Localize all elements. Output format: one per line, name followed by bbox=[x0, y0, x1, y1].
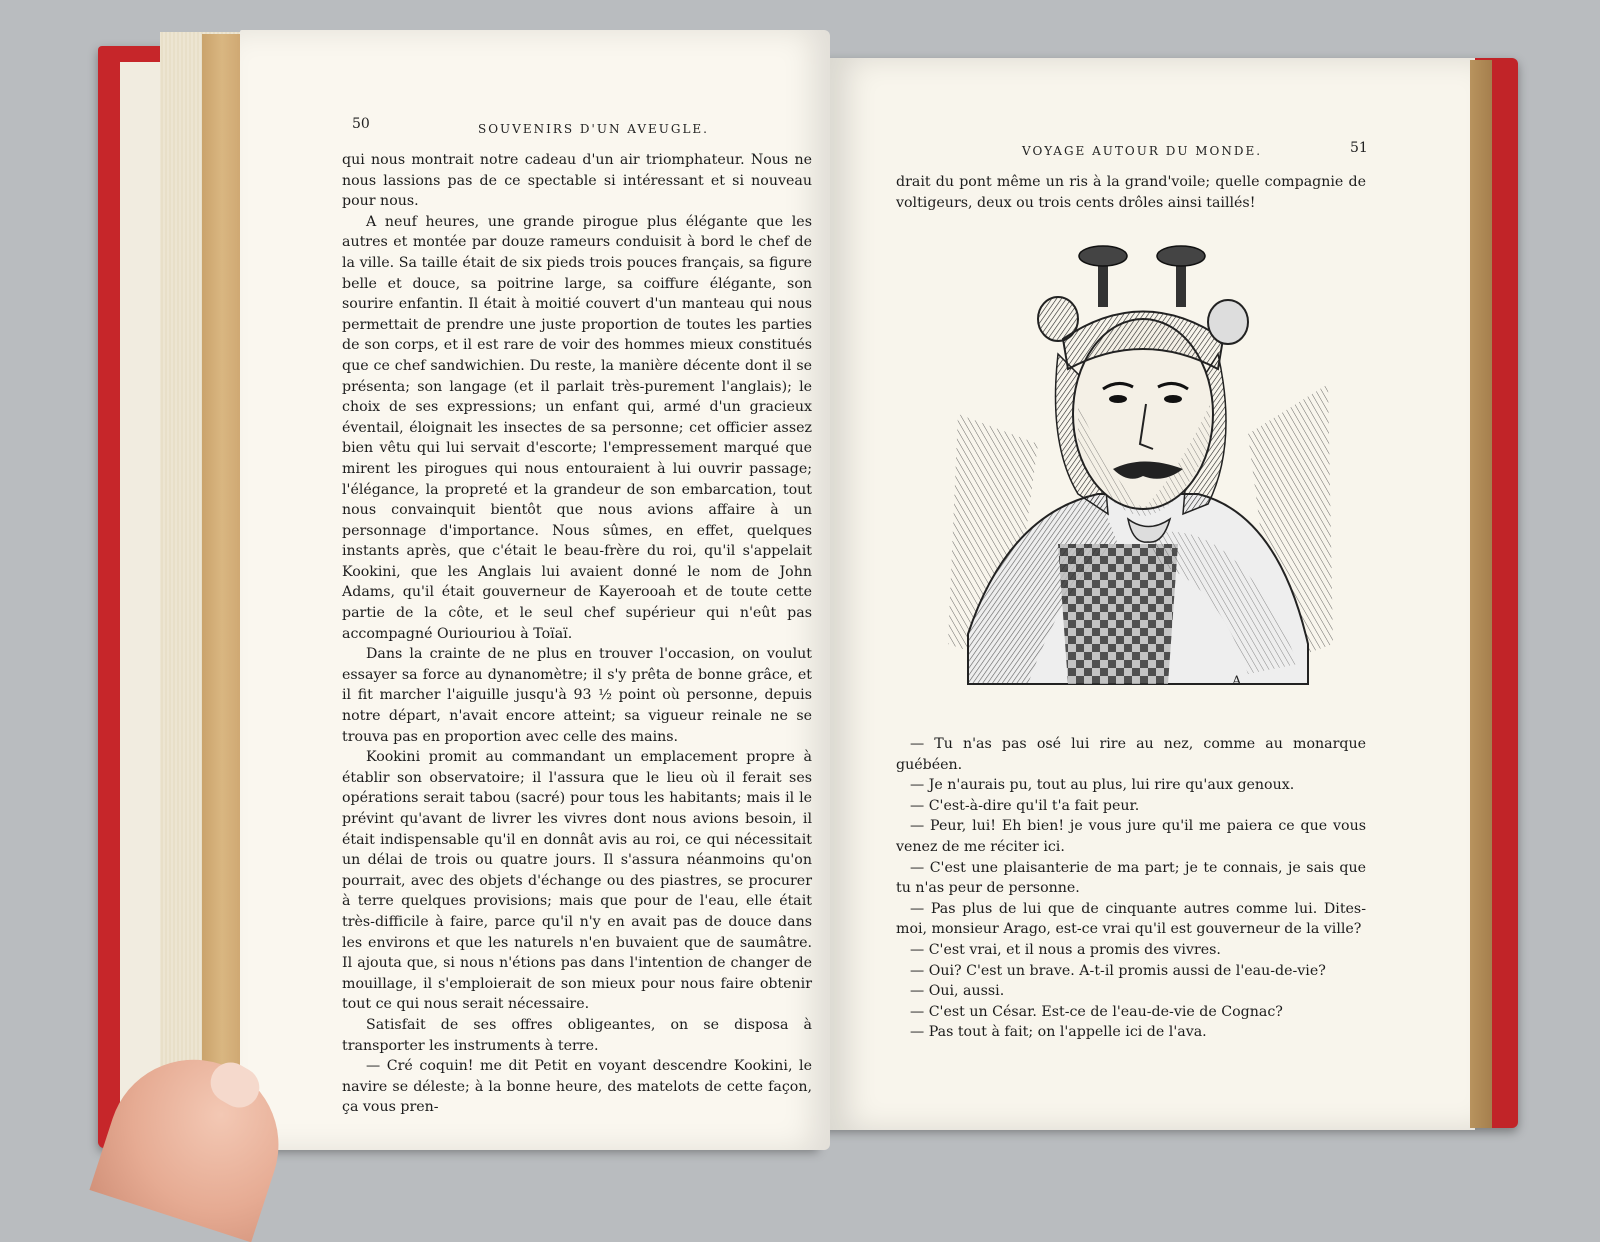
dialogue-line: — C'est un César. Est-ce de l'eau-de-vie de Cognac? bbox=[910, 1003, 1283, 1020]
paragraph: qui nous montrait notre cadeau d'un air triomphateur. Nous ne nous lassions pas de ce spectable si intéressant et si nouveau pour nous. bbox=[342, 152, 812, 210]
dialogue-line: — Tu n'as pas osé lui rire au nez, comme au monarque guébéen. bbox=[896, 736, 1366, 773]
eye-left bbox=[1109, 395, 1127, 403]
paragraph: A neuf heures, une grande pirogue plus élégante que les autres et montée par douze rameurs conduisit à bord le chef de la ville. Sa taille était de six pieds trois pouces français, sa figure belle et douce, sa poitrine large, sa coiffure élégante, son sourire enfantin. Il était à moitié couvert d'un manteau qui nous permettait de prendre une juste proportion de toutes les parties de son corps, et il est rare de voir des hommes mieux constitués que ce chef sandwichien. Du reste, la manière décente dont il se présenta; son langage (et il parlait très-purement l'anglais); le choix de ses expressions; un enfant qui, armé d'un gracieux éventail, éloignait les insectes de sa personne; cet officier assez bien vêtu qui lui servait d'escorte; l'empressement marqué que mirent les pirogues qui nous entouraient à lui ouvrir passage; l'élégance, la propreté et la grandeur de son embarcation, tout nous convainquit bientôt que nous avions affaire à un personnage d'importance. Nous sûmes, en effet, quelques instants après, que c'était le beau-frère du roi, qu'il s'appelait Kookini, que les Anglais lui avaient donné le nom de John Adams, qu'il était gouverneur de Kayerooah et de toute cette partie de la côte, et le seul chef supérieur qui n'eût pas accompagné Ouriouriou à Toïaï. bbox=[342, 213, 812, 642]
dialogue-line: — C'est-à-dire qu'il t'a fait peur. bbox=[910, 797, 1140, 814]
dialogue-line: — C'est une plaisanterie de ma part; je te connais, je sais que tu n'as peur de personne. bbox=[896, 859, 1366, 897]
right-folio: 51 bbox=[1350, 140, 1368, 156]
dialogue-line: — Pas plus de lui que de cinquante autres comme lui. Dites-moi, monsieur Arago, est-ce vrai qu'il est gouverneur de la ville? bbox=[896, 900, 1366, 938]
paragraph: Kookini promit au commandant un emplacement propre à établir son observatoire; il l'assura que le lieu où il ferait ses opérations serait tabou (sacré) pour tous les habitants; mais il le prévint qu'avant de livrer les vivres dont nous avions besoin, il était indispensable qu'il en donnât avis au roi, ce qui nécessitait un délai de trois ou quatre jours. Il s'assura néanmoins qu'on pourrait, avec des objets d'échange ou des piastres, se procurer à terre quelques provisions; mais que pour de l'eau, elle était très-difficile à faire, parce qu'il n'y en avait pas de douce dans les environs et que les naturels n'en buvaient que de saumâtre. Il ajouta que, si nous n'étions pas dans l'intention de changer de mouillage, il s'emploierait de son mieux pour nous faire obtenir tout ce qui nous serait nécessaire. bbox=[342, 749, 812, 1013]
dialogue-line: — Je n'aurais pu, tout au plus, lui rire qu'aux genoux. bbox=[910, 777, 1295, 794]
paragraph: Dans la crainte de ne plus en trouver l'occasion, on voulut essayer sa force au dynanomètre; il s'y prêta de bonne grâce, et il fit marcher l'aiguille jusqu'à 93 ½ point où personne, depuis notre départ, n'avait encore atteint; sa vigueur reinale ne se trouva pas en proportion avec celle des mains. bbox=[342, 646, 812, 745]
left-running-head: SOUVENIRS D'UN AVEUGLE. bbox=[478, 122, 709, 136]
right-page-edge bbox=[1470, 60, 1492, 1128]
dialogue-line: — Peur, lui! Eh bien! je vous jure qu'il me paiera ce que vous venez de me réciter ici. bbox=[896, 818, 1366, 855]
dialogue-line: — Oui? C'est un brave. A-t-il promis aussi de l'eau-de-vie? bbox=[910, 962, 1326, 979]
paragraph: Satisfait de ses offres obligeantes, on se disposa à transporter les instruments à terre. bbox=[342, 1016, 812, 1054]
right-page-dialogue bbox=[896, 734, 1366, 1043]
paragraph: — Cré coquin! me dit Petit en voyant descendre Kookini, le navire se déleste; à la bonne heure, des matelots de cette façon, ça vous pren- bbox=[342, 1058, 812, 1116]
engraved-portrait-illustration bbox=[948, 244, 1338, 694]
dialogue-line: — Pas tout à fait; on l'appelle ici de l'ava. bbox=[910, 1024, 1207, 1041]
engraver-signature: A bbox=[1232, 674, 1242, 689]
checkered-garment bbox=[1058, 544, 1178, 684]
right-running-head: VOYAGE AUTOUR DU MONDE. bbox=[1022, 144, 1263, 158]
right-page-opening bbox=[896, 172, 1366, 213]
eye-right bbox=[1164, 395, 1182, 403]
left-page-text bbox=[342, 150, 812, 1118]
dialogue-line: — C'est vrai, et il nous a promis des vivres. bbox=[910, 941, 1221, 958]
hair-ornament-left bbox=[1098, 262, 1108, 307]
paragraph: drait du pont même un ris à la grand'voile; quelle compagnie de voltigeurs, deux ou trois cents drôles ainsi taillés! bbox=[896, 174, 1366, 211]
hair-ornament-right bbox=[1176, 262, 1186, 307]
dialogue-line: — Oui, aussi. bbox=[910, 983, 1005, 1000]
left-folio: 50 bbox=[352, 116, 370, 132]
